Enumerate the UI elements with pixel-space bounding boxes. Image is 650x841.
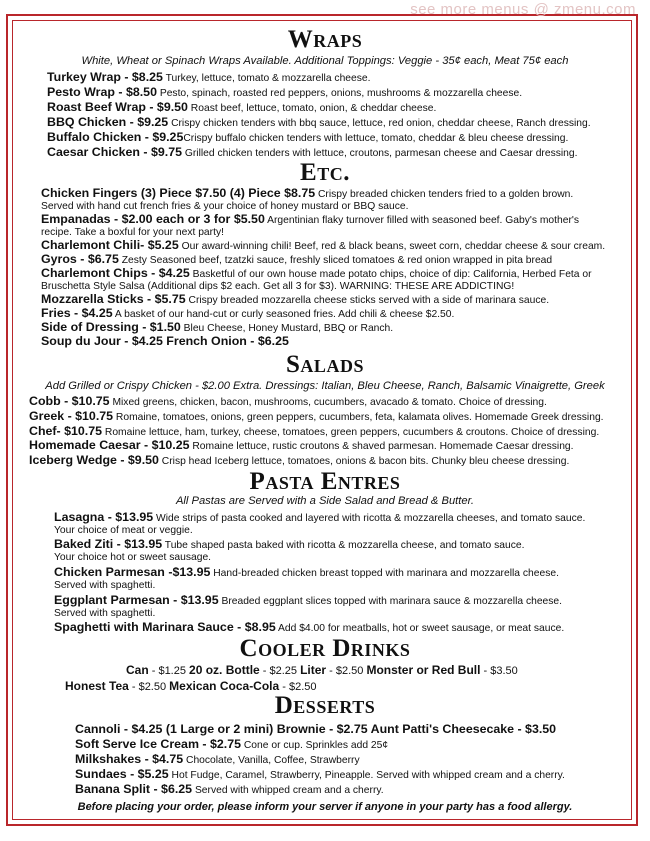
item-desc: Turkey, lettuce, tomato & mozzarella cheese. — [162, 73, 371, 84]
item-name: Baked Ziti - $13.95 — [54, 537, 163, 551]
item-desc: Crispy buffalo chicken tenders with lettuce, tomato, cheddar & bleu cheese dressing. — [183, 133, 569, 144]
item-name: Roast Beef Wrap - $9.50 — [47, 100, 188, 114]
section-title-salads: Salads — [286, 351, 364, 378]
salads-note: Add Grilled or Crispy Chicken - $2.00 Extra. Dressings: Italian, Bleu Cheese, Ranch, Balsamic Vinaigrette, Greek — [45, 380, 605, 392]
item-desc: Crispy breaded chicken tenders fried to a golden brown. — [315, 189, 574, 200]
menu-item — [41, 293, 549, 307]
section-title-cooler: Cooler Drinks — [239, 635, 411, 662]
menu-item — [75, 768, 565, 782]
drink-name: 20 oz. Bottle — [189, 663, 260, 677]
item-desc: Argentinian flaky turnover filled with seasoned beef. Gaby's mother's — [264, 215, 579, 226]
item-desc: Add $4.00 for meatballs, hot or sweet sausage, or meat sauce. — [275, 623, 565, 634]
item-name: Soup du Jour - $4.25 French Onion - $6.25 — [41, 334, 289, 348]
item-name: Pesto Wrap - $8.50 — [47, 85, 157, 99]
drink-price: - $2.25 — [259, 665, 301, 677]
item-desc: Served with whipped cream and a cherry. — [192, 785, 384, 796]
watermark: see more menus @ zmenu.com — [410, 1, 636, 18]
item-name: Homemade Caesar - $10.25 — [29, 438, 190, 452]
drink-price: - $3.50 — [480, 665, 518, 677]
item-name: Charlemont Chili- $5.25 — [41, 238, 179, 252]
item-desc: Crispy chicken tenders with bbq sauce, lettuce, red onion, cheddar cheese, Ranch dressing. — [168, 118, 591, 129]
drinks-row — [65, 679, 317, 693]
menu-item — [47, 131, 568, 145]
item-desc: Wide strips of pasta cooked and layered with ricotta & mozzarella cheeses, and tomato sauce. — [153, 513, 586, 524]
menu-item — [29, 425, 599, 439]
item-name: Mozzarella Sticks - $5.75 — [41, 292, 186, 306]
drink-name: Mexican Coca-Cola — [169, 679, 280, 693]
item-desc: Romaine, tomatoes, onions, green peppers, cucumbers, feta, kalamata olives. Homemade Greek dressing. — [113, 412, 604, 423]
item-desc: Romaine lettuce, ham, turkey, cheese, tomatoes, green peppers, cucumbers & croutons. Choice of dressing. — [102, 427, 600, 438]
item-name: Fries - $4.25 — [41, 306, 113, 320]
item-name: Empanadas - $2.00 each or 3 for $5.50 — [41, 212, 265, 226]
section-title-etc: Etc. — [300, 159, 350, 186]
item-name: Turkey Wrap - $8.25 — [47, 70, 163, 84]
menu-item — [75, 753, 360, 767]
menu-item — [29, 454, 569, 468]
wraps-note: White, Wheat or Spinach Wraps Available. Additional Toppings: Veggie - 35¢ each, Meat 75¢ each — [81, 55, 569, 67]
item-desc: Hot Fudge, Caramel, Strawberry, Pineapple. Served with whipped cream and a cherry. — [168, 770, 565, 781]
item-name: Side of Dressing - $1.50 — [41, 320, 181, 334]
item-desc: Pesto, spinach, roasted red peppers, onions, mushrooms & mozzarella cheese. — [156, 88, 523, 99]
item-desc-cont: recipe. Take a boxful for your next party! — [41, 227, 224, 238]
drink-name: Honest Tea — [65, 679, 129, 693]
menu-item — [54, 566, 559, 580]
item-name: BBQ Chicken - $9.25 — [47, 115, 169, 129]
item-name: Milkshakes - $4.75 — [75, 752, 184, 766]
item-desc: Cone or cup. Sprinkles add 25¢ — [241, 740, 389, 751]
menu-item — [75, 738, 388, 752]
section-title-desserts: Desserts — [274, 692, 376, 719]
item-desc: A basket of our hand-cut or curly seasoned fries. Add chili & cheese $2.50. — [112, 309, 455, 320]
menu-item — [41, 253, 552, 267]
item-name: Greek - $10.75 — [29, 409, 114, 423]
item-desc: Our award-winning chili! Beef, red & black beans, sweet corn, cheddar cheese & sour cream. — [178, 241, 606, 252]
item-desc-cont: Served with spaghetti. — [54, 608, 156, 619]
menu-item — [29, 439, 574, 453]
menu-item — [47, 101, 436, 115]
item-name: Eggplant Parmesan - $13.95 — [54, 593, 219, 607]
item-name: Chicken Parmesan -$13.95 — [54, 565, 211, 579]
item-name: Banana Split - $6.25 — [75, 782, 193, 796]
item-desc-cont: Served with spaghetti. — [54, 580, 156, 591]
allergy-notice: Before placing your order, please inform your server if anyone in your party has a food allergy. — [77, 801, 573, 813]
item-desc: Grilled chicken tenders with lettuce, croutons, parmesan cheese and Caesar dressing. — [182, 148, 578, 159]
item-name: Gyros - $6.75 — [41, 252, 119, 266]
item-name: Iceberg Wedge - $9.50 — [29, 453, 159, 467]
item-desc: Mixed greens, chicken, bacon, mushrooms, cucumbers, avacado & tomato. Choice of dressing. — [109, 397, 547, 408]
item-name: Lasagna - $13.95 — [54, 510, 154, 524]
item-desc: Zesty Seasoned beef, tzatzki sauce, freshly sliced tomatoes & red onion wrapped in pita bread — [118, 255, 553, 266]
menu-item — [41, 267, 592, 281]
item-desc-cont: Served with hand cut french fries & your choice of honey mustard or BBQ sauce. — [41, 201, 409, 212]
item-desc: Roast beef, lettuce, tomato, onion, & cheddar cheese. — [187, 103, 437, 114]
item-name: Spaghetti with Marinara Sauce - $8.95 — [54, 620, 276, 634]
item-desc-cont: Bruschetta Style Salsa (Additional dips $2 each. Get all 3 for $3). WARNING: THESE ARE ADDICTING! — [41, 281, 515, 292]
menu-item — [29, 410, 604, 424]
item-name: Chef- $10.75 — [29, 424, 103, 438]
menu-item — [54, 594, 562, 608]
menu-item — [41, 321, 393, 335]
item-name: Chicken Fingers (3) Piece $7.50 (4) Piece $8.75 — [41, 186, 316, 200]
drink-name: Can — [126, 663, 149, 677]
drink-price: - $2.50 — [128, 681, 170, 693]
item-name: Charlemont Chips - $4.25 — [41, 266, 190, 280]
drink-name: Monster or Red Bull — [366, 663, 481, 677]
item-desc: Crisp head Iceberg lettuce, tomatoes, onions & bacon bits. Chunky bleu cheese dressing. — [158, 456, 570, 467]
menu-item — [41, 335, 289, 349]
item-desc: Basketful of our own house made potato chips, choice of dip: California, Herbed Feta or — [189, 269, 592, 280]
menu-item — [47, 116, 591, 130]
item-desc: Hand-breaded chicken breast topped with marinara and mozzarella cheese. — [210, 568, 559, 579]
menu-item — [47, 71, 371, 85]
menu-item — [41, 213, 579, 227]
drinks-row — [126, 663, 518, 677]
section-title-wraps: Wraps — [287, 26, 363, 53]
menu-item — [41, 307, 454, 321]
item-name: Soft Serve Ice Cream - $2.75 — [75, 737, 241, 751]
item-name: Sundaes - $5.25 — [75, 767, 169, 781]
item-name: Caesar Chicken - $9.75 — [47, 145, 182, 159]
item-desc: Crispy breaded mozzarella cheese sticks served with a side of marinara sauce. — [185, 295, 550, 306]
item-desc: Romaine lettuce, rustic croutons & shaved parmesan. Homemade Caesar dressing. — [189, 441, 574, 452]
section-title-pasta: Pasta Entres — [249, 468, 401, 495]
drink-name: Liter — [300, 663, 327, 677]
drink-price: - $2.50 — [326, 665, 367, 677]
menu-item — [47, 146, 578, 160]
menu-item — [29, 395, 547, 409]
item-name: Cannoli - $4.25 (1 Large or 2 mini) Brownie - $2.75 Aunt Patti's Cheesecake - $3.50 — [75, 722, 557, 736]
menu-item — [41, 187, 573, 201]
menu-item — [54, 538, 524, 552]
menu-item — [54, 511, 585, 525]
menu-item — [75, 723, 556, 737]
menu-item — [47, 86, 522, 100]
item-desc-cont: Your choice hot or sweet sausage. — [54, 552, 212, 563]
item-desc: Breaded eggplant slices topped with marinara sauce & mozzarella cheese. — [218, 596, 563, 607]
drink-price: - $2.50 — [279, 681, 317, 693]
pasta-note: All Pastas are Served with a Side Salad and Bread & Butter. — [175, 495, 475, 507]
drink-price: - $1.25 — [148, 665, 190, 677]
menu-item — [41, 239, 605, 253]
item-desc-cont: Your choice of meat or veggie. — [54, 525, 193, 536]
item-desc: Bleu Cheese, Honey Mustard, BBQ or Ranch. — [180, 323, 394, 334]
item-desc: Chocolate, Vanilla, Coffee, Strawberry — [183, 755, 360, 766]
menu-item — [75, 783, 384, 797]
menu-item — [54, 621, 564, 635]
item-name: Cobb - $10.75 — [29, 394, 110, 408]
item-name: Buffalo Chicken - $9.25 — [47, 130, 184, 144]
item-desc: Tube shaped pasta baked with ricotta & mozzarella cheese, and tomato sauce. — [162, 540, 525, 551]
